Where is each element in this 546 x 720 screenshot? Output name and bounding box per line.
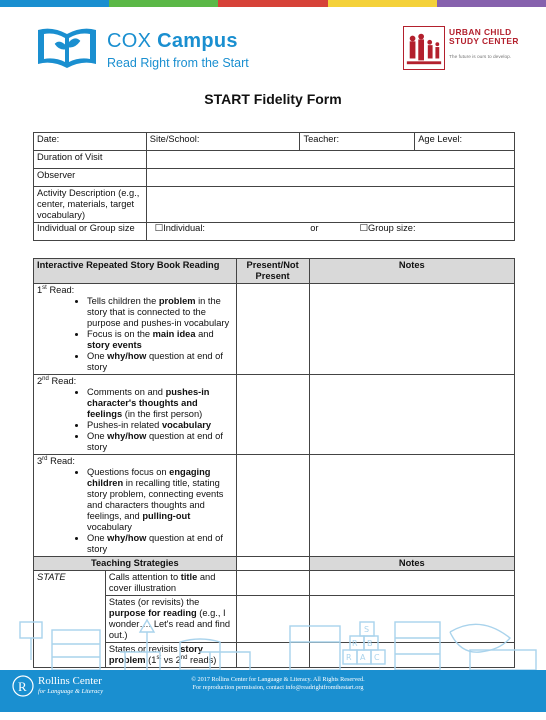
svg-text:B: B	[367, 639, 373, 648]
table-row	[34, 284, 515, 375]
list-item: • One why/how question at end of story	[87, 533, 233, 555]
present-cell[interactable]	[236, 375, 309, 455]
notes-cell[interactable]	[309, 284, 514, 375]
list-item: • Tells children the problem in the story that is connected to the purpose and pushes-in vocabulary	[87, 296, 233, 329]
present-cell[interactable]	[236, 284, 309, 375]
rollins-center-subtitle: for Language & Literacy	[38, 688, 104, 695]
second-read-cell: 2nd Read: • Comments on and pushes-in character's thoughts and feelings (in the first person) • Pushes-in related vocabulary • One why/how question at end of story	[34, 375, 237, 455]
date-field[interactable]: Date:	[34, 133, 147, 151]
present-cell[interactable]	[236, 571, 309, 596]
teaching-strategies-header: Teaching Strategies	[34, 557, 237, 571]
family-silhouette-logo-icon	[403, 26, 445, 70]
page-title: START Fidelity Form	[204, 91, 342, 107]
present-header: Present/Not Present	[236, 259, 309, 284]
svg-text:R: R	[346, 653, 352, 662]
teacher-field[interactable]: Teacher:	[300, 133, 415, 151]
notes-header: Notes	[309, 259, 514, 284]
site-field[interactable]: Site/School:	[146, 133, 300, 151]
present-cell[interactable]	[236, 455, 309, 557]
svg-text:C: C	[374, 653, 380, 662]
list-item: • One why/how question at end of story	[87, 351, 233, 373]
notes-cell[interactable]	[309, 455, 514, 557]
list-item: • Comments on and pushes-in character's thoughts and feelings (in the first person)	[87, 387, 233, 420]
observer-field[interactable]	[146, 169, 514, 187]
notes-cell[interactable]	[309, 571, 514, 596]
rollins-center-logo: Rollins Center	[38, 675, 102, 687]
list-item: • Focus is on the main idea and story events	[87, 329, 233, 351]
state-label: STATE	[34, 571, 106, 668]
list-item: • Pushes-in related vocabulary	[87, 420, 233, 431]
reading-header: Interactive Repeated Story Book Reading	[34, 259, 237, 284]
observer-label: Observer	[34, 169, 147, 187]
group-field[interactable]	[146, 223, 514, 241]
book-plant-logo-icon	[36, 24, 98, 70]
individual-checkbox[interactable]: ☐Individual:	[154, 223, 205, 233]
strategy-cell: States or revisits story problem (1st vs 2nd reads)	[105, 643, 236, 668]
duration-field[interactable]	[146, 151, 514, 169]
first-read-cell: 1st Read: • Tells children the problem in the story that is connected to the purpose and pushes-in vocabulary • Focus is on the main idea and story events • One why/how question at end of story	[34, 284, 237, 375]
third-read-cell: 3rd Read: • Questions focus on engaging children in recalling title, stating story problem, connecting events and characters thoughts and feelings, and pulling-out vocabulary • One why/how question at end of story	[34, 455, 237, 557]
cox-campus-logo: COX Campus	[107, 30, 238, 52]
copyright-notice: © 2017 Rollins Center for Language & Literacy. All Rights Reserved. For reproduction permission, contact info@readrightfromthestart.org	[191, 676, 365, 691]
strategy-cell: States (or revisits) the purpose for reading (e.g., I wonder…. Let's read and find out.)	[105, 596, 236, 643]
ucsc-logo-text: URBAN CHILD STUDY CENTER	[449, 27, 519, 46]
svg-text:S: S	[364, 625, 370, 634]
svg-text:R: R	[18, 679, 27, 694]
activity-field[interactable]	[146, 187, 514, 223]
color-stripe	[0, 0, 546, 7]
list-item: • Questions focus on engaging children in recalling title, stating story problem, connecting events and characters thoughts and feelings, and pulling-out vocabulary	[87, 467, 233, 533]
table-row	[34, 455, 515, 557]
group-label: Individual or Group size	[34, 223, 147, 241]
svg-text:R: R	[352, 639, 358, 648]
list-item: • One why/how question at end of story	[87, 431, 233, 453]
table-row	[34, 375, 515, 455]
svg-text:A: A	[360, 653, 366, 662]
classroom-illustration	[0, 612, 546, 670]
notes-header-2: Notes	[309, 557, 514, 571]
ucsc-tagline: The future is ours to develop.	[449, 55, 512, 60]
strategy-cell: Calls attention to title and cover illustration	[105, 571, 236, 596]
or-text: or	[310, 223, 319, 233]
cox-tagline: Read Right from the Start	[107, 56, 249, 70]
notes-cell[interactable]	[309, 375, 514, 455]
fidelity-table	[33, 258, 515, 668]
activity-label: Activity Description (e.g., center, materials, target vocabulary)	[34, 187, 147, 223]
group-size-checkbox[interactable]: ☐Group size:	[359, 223, 416, 233]
visit-info-table	[33, 132, 515, 241]
duration-label: Duration of Visit	[34, 151, 147, 169]
table-row	[34, 571, 515, 596]
age-level-field[interactable]: Age Level:	[415, 133, 515, 151]
